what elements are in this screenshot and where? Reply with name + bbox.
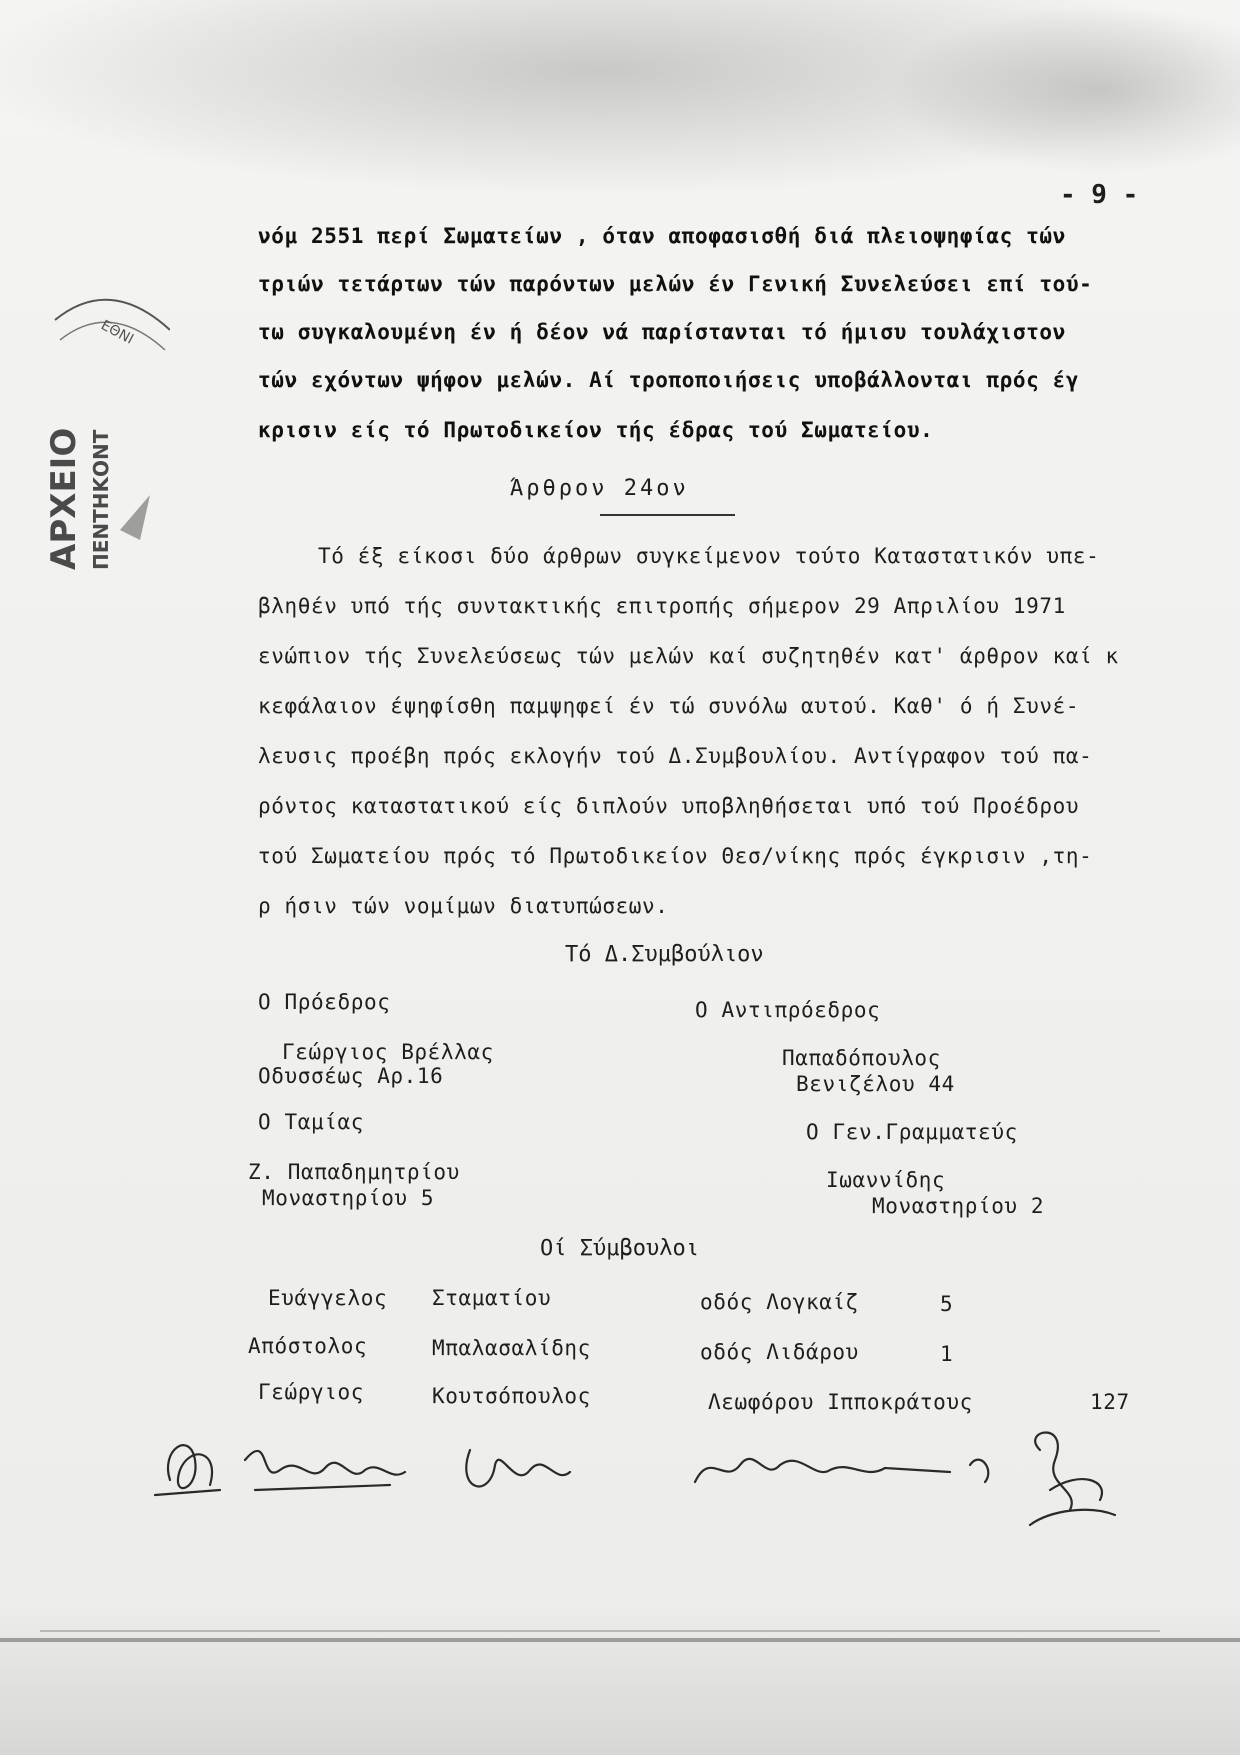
paragraph2-line: κεφάλαιον έψηφίσθη παμψηφεί έν τώ συνόλω αυτού. Καθ' ό ή Συνέ- bbox=[258, 694, 1080, 718]
paragraph2-line: λευσις προέβη πρός εκλογήν τού Δ.Συμβουλίου. Αντίγραφον τού πα- bbox=[258, 744, 1093, 768]
advisor-address: οδός Λιδάρου bbox=[700, 1340, 859, 1364]
officer-title: Ο Αντιπρόεδρος bbox=[695, 998, 881, 1022]
article-heading: Άρθρον 24ον bbox=[510, 476, 689, 501]
officer-address: Μοναστηρίου 2 bbox=[872, 1194, 1045, 1218]
advisor-last: Κουτσόπουλος bbox=[432, 1384, 591, 1408]
officer-name: Γεώργιος Βρέλλας bbox=[282, 1040, 494, 1064]
paragraph1-line: τω συγκαλουμένη έν ή δέον νά παρίστανται τό ήμισυ τουλάχιστον bbox=[258, 320, 1066, 344]
advisor-address: οδός Λογκαίζ bbox=[700, 1290, 859, 1314]
paragraph2-line: ενώπιον τής Συνελεύσεως τών μελών καί συζητηθέν κατ' άρθρον καί κ bbox=[258, 644, 1119, 668]
officer-name: Ζ. Παπαδημητρίου bbox=[248, 1160, 460, 1184]
paragraph2-line: ρ ήσιν τών νομίμων διατυπώσεων. bbox=[258, 894, 669, 918]
paragraph1-line: νόμ 2551 περί Σωματείων , όταν αποφασισθή διά πλειοψηφίας τών bbox=[258, 224, 1066, 248]
board-heading: Τό Δ.Συμβούλιον bbox=[565, 942, 764, 967]
archive-stamp bbox=[20, 280, 170, 580]
bottom-scan-edge bbox=[0, 1638, 1240, 1642]
paragraph2-line: τού Σωματείου πρός τό Πρωτοδικείον Θεσ/νίκης πρός έγκρισιν ,τη- bbox=[258, 844, 1093, 868]
advisor-last: Σταματίου bbox=[432, 1286, 552, 1310]
advisor-address: Λεωφόρου Ιπποκράτους bbox=[708, 1390, 973, 1414]
advisors-heading: Οί Σύμβουλοι bbox=[540, 1236, 699, 1261]
paragraph1-line: κρισιν είς τό Πρωτοδικείον τής έδρας τού Σωματείου. bbox=[258, 418, 934, 442]
page-number: - 9 - bbox=[1060, 180, 1139, 210]
stamp-line2: ΠΕΝΤΗΚΟΝΤ bbox=[89, 429, 113, 570]
officer-address: Μοναστηρίου 5 bbox=[262, 1186, 435, 1210]
officer-title: Ο Γεν.Γραμματεύς bbox=[806, 1120, 1018, 1144]
officer-title: Ο Ταμίας bbox=[258, 1110, 364, 1134]
paragraph1-line: τών εχόντων ψήφον μελών. Αί τροποποιήσεις υποβάλλονται πρός έγ bbox=[258, 368, 1080, 392]
officer-address: Οδυσσέως Αρ.16 bbox=[258, 1064, 444, 1088]
officer-name: Παπαδόπουλος bbox=[782, 1046, 941, 1070]
scan-shadow bbox=[0, 1600, 1240, 1755]
advisor-number: 127 bbox=[1090, 1390, 1130, 1414]
advisor-number: 5 bbox=[940, 1292, 954, 1316]
bottom-scan-line bbox=[40, 1630, 1160, 1632]
officer-title: Ο Πρόεδρος bbox=[258, 990, 391, 1014]
paragraph2-line: βληθέν υπό τής συντακτικής επιτροπής σήμερον 29 Απριλίου 1971 bbox=[258, 594, 1066, 618]
advisor-last: Μπαλασαλίδης bbox=[432, 1336, 591, 1360]
heading-underline bbox=[600, 514, 735, 516]
paragraph2-line: Τό έξ είκοσι δύο άρθρων συγκείμενον τούτο Καταστατικόν υπε- bbox=[318, 544, 1100, 568]
advisor-first: Απόστολος bbox=[248, 1334, 368, 1358]
stamp-arc-text: ΕΘΝΙ bbox=[98, 317, 137, 348]
advisor-first: Ευάγγελος bbox=[268, 1286, 388, 1310]
officer-name: Ιωαννίδης bbox=[826, 1168, 946, 1192]
paragraph1-line: τριών τετάρτων τών παρόντων μελών έν Γενική Συνελεύσει επί τού- bbox=[258, 272, 1093, 296]
stamp-line1: ΑΡΧΕΙΟ bbox=[44, 427, 84, 570]
handwritten-signatures bbox=[150, 1390, 1150, 1540]
advisor-first: Γεώργιος bbox=[258, 1380, 364, 1404]
officer-address: Βενιζέλου 44 bbox=[796, 1072, 955, 1096]
paragraph2-line: ρόντος καταστατικού είς διπλούν υποβληθήσεται υπό τού Προέδρου bbox=[258, 794, 1080, 818]
advisor-number: 1 bbox=[940, 1342, 954, 1366]
